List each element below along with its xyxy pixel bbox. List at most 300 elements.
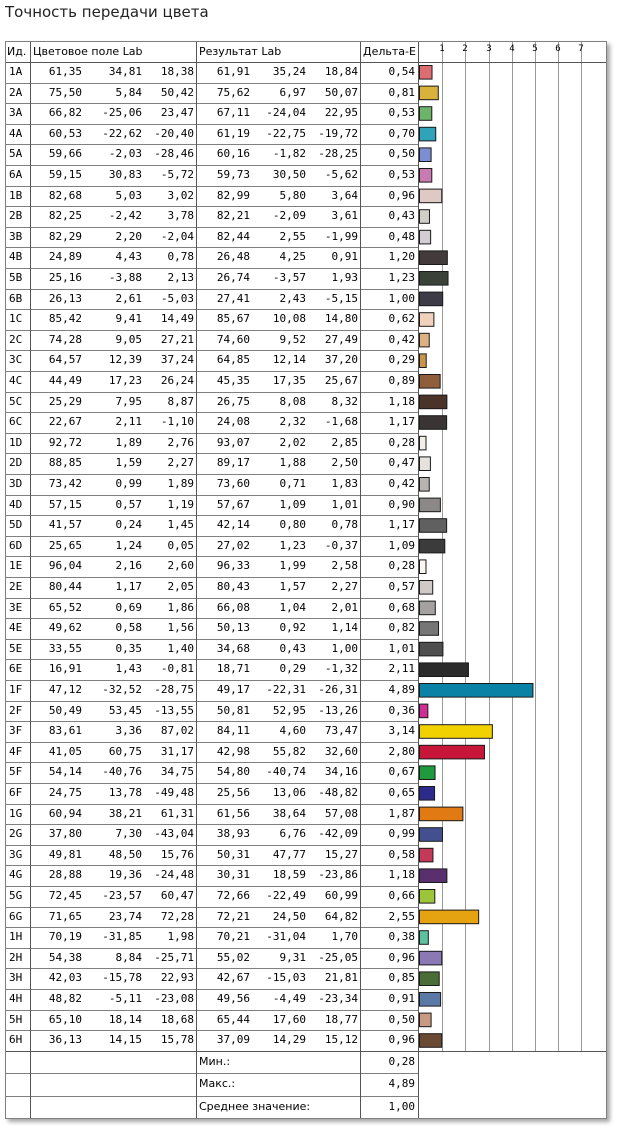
result-value: -26,31 bbox=[318, 683, 358, 696]
result-value: 2,50 bbox=[331, 456, 358, 470]
result-value: 30,31 bbox=[216, 868, 250, 882]
delta-e-value: 0,89 bbox=[388, 374, 415, 387]
lab-value: -25,06 bbox=[102, 106, 142, 120]
delta-e-value: 0,50 bbox=[388, 147, 415, 161]
lab-value: 54,14 bbox=[48, 765, 82, 779]
delta-e-value: 0,28 bbox=[388, 559, 415, 573]
row-id: 3C bbox=[9, 353, 23, 367]
delta-e-value: 1,09 bbox=[388, 538, 415, 552]
result-value: 66,08 bbox=[216, 600, 250, 614]
result-value: 37,09 bbox=[216, 1033, 250, 1047]
lab-value: 0,69 bbox=[115, 600, 142, 614]
bar-2D bbox=[420, 457, 431, 471]
delta-e-value: 0,99 bbox=[388, 827, 415, 841]
lab-value: 2,05 bbox=[167, 580, 194, 593]
lab-value: 80,44 bbox=[48, 580, 82, 593]
lab-value: 25,65 bbox=[48, 538, 82, 552]
row-id: 2C bbox=[9, 332, 23, 346]
result-value: 1,01 bbox=[331, 497, 358, 511]
result-value: -5,15 bbox=[324, 291, 358, 305]
result-value: 6,97 bbox=[279, 85, 306, 99]
result-value: 2,58 bbox=[331, 559, 358, 573]
result-value: 26,74 bbox=[216, 271, 250, 284]
lab-value: 9,41 bbox=[115, 312, 142, 326]
result-value: 27,02 bbox=[216, 538, 250, 552]
header-color-field: Цветовое поле Lab bbox=[33, 45, 143, 58]
result-value: -2,09 bbox=[272, 209, 306, 223]
result-value: 72,66 bbox=[216, 889, 250, 902]
result-value: -22,75 bbox=[266, 126, 306, 140]
lab-value: -2,03 bbox=[108, 147, 142, 161]
result-value: 3,61 bbox=[331, 209, 358, 223]
delta-e-value: 0,29 bbox=[388, 353, 415, 367]
result-value: 0,92 bbox=[279, 621, 306, 635]
row-id: 5B bbox=[9, 271, 23, 284]
row-id: 2E bbox=[9, 580, 23, 593]
lab-value: -5,72 bbox=[160, 168, 194, 181]
row-id: 4D bbox=[9, 497, 23, 511]
bar-3C bbox=[420, 354, 427, 368]
result-value: 4,25 bbox=[279, 250, 306, 264]
delta-e-value: 0,54 bbox=[388, 65, 415, 78]
lab-value: 60,94 bbox=[48, 806, 82, 820]
delta-e-value: 1,20 bbox=[388, 250, 415, 264]
delta-e-value: 0,70 bbox=[388, 126, 415, 140]
bar-1H bbox=[420, 931, 429, 945]
bar-4H bbox=[420, 993, 441, 1007]
lab-value: -2,42 bbox=[108, 209, 142, 223]
lab-value: 15,76 bbox=[160, 847, 194, 861]
lab-value: -25,71 bbox=[154, 950, 194, 964]
row-id: 3F bbox=[9, 724, 23, 738]
result-value: 2,85 bbox=[331, 435, 358, 449]
delta-e-value: 0,57 bbox=[388, 580, 415, 593]
lab-value: 8,84 bbox=[115, 950, 142, 964]
delta-e-value: 0,85 bbox=[388, 971, 415, 985]
result-value: 18,71 bbox=[216, 662, 250, 676]
result-value: 1,70 bbox=[331, 930, 358, 944]
lab-value: 1,17 bbox=[115, 580, 142, 593]
bar-1G bbox=[420, 807, 463, 821]
bar-2E bbox=[420, 581, 433, 595]
result-value: 82,44 bbox=[216, 229, 250, 243]
row-id: 4G bbox=[9, 868, 23, 882]
result-value: 0,91 bbox=[331, 250, 358, 264]
bar-5E bbox=[420, 642, 443, 656]
lab-value: 24,75 bbox=[48, 786, 82, 799]
bar-4F bbox=[420, 745, 485, 759]
result-value: 89,17 bbox=[216, 456, 250, 470]
lab-value: 60,53 bbox=[48, 126, 82, 140]
lab-value: 2,60 bbox=[167, 559, 194, 573]
lab-value: 42,03 bbox=[48, 971, 82, 985]
result-value: 30,50 bbox=[272, 168, 306, 181]
bar-6E bbox=[420, 663, 469, 677]
x-tick-label: 5 bbox=[532, 44, 538, 54]
lab-value: 23,74 bbox=[108, 909, 142, 923]
lab-value: 1,89 bbox=[115, 435, 142, 449]
result-value: 67,11 bbox=[216, 106, 250, 120]
lab-value: 83,61 bbox=[48, 724, 82, 738]
lab-value: -49,48 bbox=[154, 786, 194, 799]
result-value: -13,26 bbox=[318, 703, 358, 717]
lab-value: -1,10 bbox=[160, 415, 194, 429]
delta-e-report-table bbox=[5, 41, 607, 1119]
result-value: 25,67 bbox=[324, 374, 358, 387]
lab-value: 74,28 bbox=[48, 332, 82, 346]
result-value: 2,55 bbox=[279, 229, 306, 243]
lab-value: -2,04 bbox=[160, 229, 194, 243]
lab-value: 64,57 bbox=[48, 353, 82, 367]
lab-value: -24,48 bbox=[154, 868, 194, 882]
result-value: 1,04 bbox=[279, 600, 306, 614]
result-value: 13,06 bbox=[272, 786, 306, 799]
row-id: 6C bbox=[9, 415, 23, 429]
lab-value: 50,42 bbox=[160, 85, 194, 99]
row-id: 2A bbox=[9, 85, 23, 99]
bar-2A bbox=[420, 86, 439, 100]
lab-value: 49,62 bbox=[48, 621, 82, 635]
delta-e-value: 0,36 bbox=[388, 703, 415, 717]
x-tick-label: 1 bbox=[439, 44, 445, 54]
result-value: -0,37 bbox=[324, 538, 358, 552]
bar-3G bbox=[420, 848, 433, 862]
bar-4E bbox=[420, 622, 439, 636]
result-value: 73,60 bbox=[216, 477, 250, 490]
lab-value: 61,35 bbox=[48, 65, 82, 78]
bar-6G bbox=[420, 910, 479, 924]
lab-value: 18,14 bbox=[108, 1012, 142, 1026]
result-value: 8,08 bbox=[279, 394, 306, 408]
lab-value: 88,85 bbox=[48, 456, 82, 470]
row-id: 1A bbox=[9, 65, 23, 78]
lab-value: 16,91 bbox=[48, 662, 82, 676]
result-value: 38,93 bbox=[216, 827, 250, 841]
result-value: 54,80 bbox=[216, 765, 250, 779]
lab-value: 72,28 bbox=[160, 909, 194, 923]
delta-e-value: 1,18 bbox=[388, 394, 415, 408]
delta-e-value: 0,53 bbox=[388, 106, 415, 120]
summary-min-label: Мин.: bbox=[199, 1054, 231, 1068]
lab-value: 2,16 bbox=[115, 559, 142, 573]
delta-e-value: 0,96 bbox=[388, 950, 415, 964]
row-id: 1B bbox=[9, 188, 23, 202]
lab-value: 0,58 bbox=[115, 621, 142, 635]
result-value: 8,32 bbox=[331, 394, 358, 408]
row-id: 5G bbox=[9, 889, 23, 902]
lab-value: -0,81 bbox=[160, 662, 194, 676]
result-value: 1,99 bbox=[279, 559, 306, 573]
result-value: 75,62 bbox=[216, 85, 250, 99]
lab-value: 1,59 bbox=[115, 456, 142, 470]
row-id: 6D bbox=[9, 538, 23, 552]
x-tick-label: 3 bbox=[486, 44, 492, 54]
bar-4B bbox=[420, 251, 448, 265]
lab-value: 66,82 bbox=[48, 106, 82, 120]
result-value: 1,57 bbox=[279, 580, 306, 593]
summary-avg-value: 1,00 bbox=[388, 1099, 415, 1113]
lab-value: 1,19 bbox=[167, 497, 194, 511]
lab-value: -20,40 bbox=[154, 126, 194, 140]
result-value: 17,35 bbox=[272, 374, 306, 387]
bar-6C bbox=[420, 416, 447, 430]
row-id: 1G bbox=[9, 806, 23, 820]
result-value: -40,74 bbox=[266, 765, 306, 779]
lab-value: 25,29 bbox=[48, 394, 82, 408]
row-id: 5A bbox=[9, 147, 23, 161]
delta-e-value: 4,89 bbox=[388, 683, 415, 696]
result-value: 2,32 bbox=[279, 415, 306, 429]
lab-value: 70,19 bbox=[48, 930, 82, 944]
row-id: 5C bbox=[9, 394, 23, 408]
lab-value: 59,15 bbox=[48, 168, 82, 181]
bar-1B bbox=[420, 189, 442, 203]
bar-2G bbox=[420, 828, 443, 842]
row-id: 1F bbox=[9, 683, 23, 696]
lab-value: -5,03 bbox=[160, 291, 194, 305]
lab-value: 13,78 bbox=[108, 786, 142, 799]
lab-value: -15,78 bbox=[102, 971, 142, 985]
lab-value: 1,98 bbox=[167, 930, 194, 944]
result-value: 80,43 bbox=[216, 580, 250, 593]
row-id: 1E bbox=[9, 559, 23, 573]
result-value: -22,49 bbox=[266, 889, 306, 902]
delta-e-value: 0,96 bbox=[388, 1033, 415, 1047]
delta-e-value: 2,80 bbox=[388, 744, 415, 758]
delta-e-value: 0,42 bbox=[388, 332, 415, 346]
row-id: 4A bbox=[9, 126, 23, 140]
result-value: 1,23 bbox=[279, 538, 306, 552]
lab-value: 1,86 bbox=[167, 600, 194, 614]
lab-value: 26,24 bbox=[160, 374, 194, 387]
lab-value: 50,49 bbox=[48, 703, 82, 717]
result-value: 82,21 bbox=[216, 209, 250, 223]
delta-e-value: 0,96 bbox=[388, 188, 415, 202]
result-value: 82,99 bbox=[216, 188, 250, 202]
bar-2C bbox=[420, 333, 430, 347]
result-value: 50,81 bbox=[216, 703, 250, 717]
result-value: 14,29 bbox=[272, 1033, 306, 1047]
delta-e-value: 1,01 bbox=[388, 641, 415, 655]
bar-5H bbox=[420, 1013, 432, 1027]
lab-value: -13,55 bbox=[154, 703, 194, 717]
result-value: 1,93 bbox=[331, 271, 358, 284]
bar-4C bbox=[420, 375, 441, 389]
bar-6H bbox=[420, 1034, 442, 1048]
lab-value: 18,68 bbox=[160, 1012, 194, 1026]
delta-e-value: 3,14 bbox=[388, 724, 415, 738]
result-value: -15,03 bbox=[266, 971, 306, 985]
lab-value: 9,05 bbox=[115, 332, 142, 346]
result-value: 37,20 bbox=[324, 353, 358, 367]
result-value: -31,04 bbox=[266, 930, 306, 944]
result-value: 60,99 bbox=[324, 889, 358, 902]
result-value: 42,98 bbox=[216, 744, 250, 758]
row-id: 4C bbox=[9, 374, 23, 387]
result-value: 18,59 bbox=[272, 868, 306, 882]
lab-value: 0,78 bbox=[167, 250, 194, 264]
result-value: 2,43 bbox=[279, 291, 306, 305]
lab-value: 3,36 bbox=[115, 724, 142, 738]
bar-1A bbox=[420, 66, 433, 80]
lab-value: 37,80 bbox=[48, 827, 82, 841]
result-value: 50,13 bbox=[216, 621, 250, 635]
lab-value: 2,27 bbox=[167, 456, 194, 470]
lab-value: -28,75 bbox=[154, 683, 194, 696]
lab-value: 22,67 bbox=[48, 415, 82, 429]
lab-value: 48,82 bbox=[48, 992, 82, 1005]
lab-value: 65,10 bbox=[48, 1012, 82, 1026]
result-value: 64,85 bbox=[216, 353, 250, 367]
bar-5C bbox=[420, 395, 447, 409]
row-id: 6A bbox=[9, 168, 23, 181]
result-value: 35,24 bbox=[272, 65, 306, 78]
result-value: -1,68 bbox=[324, 415, 358, 429]
lab-value: 2,11 bbox=[115, 415, 142, 429]
result-value: -5,62 bbox=[324, 168, 358, 181]
result-value: 70,21 bbox=[216, 930, 250, 944]
row-id: 3D bbox=[9, 477, 23, 490]
lab-value: 14,15 bbox=[108, 1033, 142, 1047]
row-id: 5E bbox=[9, 641, 23, 655]
result-value: 22,95 bbox=[324, 106, 358, 120]
result-value: -1,82 bbox=[272, 147, 306, 161]
lab-value: 0,99 bbox=[115, 477, 142, 490]
delta-e-value: 0,91 bbox=[388, 992, 415, 1005]
result-value: 49,56 bbox=[216, 992, 250, 1005]
bar-2B bbox=[420, 210, 430, 224]
bar-5D bbox=[420, 519, 447, 533]
row-id: 2H bbox=[9, 950, 23, 964]
lab-value: 23,47 bbox=[160, 106, 194, 120]
result-value: -48,82 bbox=[318, 786, 358, 799]
result-value: 42,14 bbox=[216, 518, 250, 532]
delta-e-value: 0,81 bbox=[388, 85, 415, 99]
lab-value: 8,87 bbox=[167, 394, 194, 408]
lab-value: 5,03 bbox=[115, 188, 142, 202]
result-value: 15,12 bbox=[324, 1033, 358, 1047]
result-value: 1,09 bbox=[279, 497, 306, 511]
delta-e-value: 0,67 bbox=[388, 765, 415, 779]
lab-value: 87,02 bbox=[160, 724, 194, 738]
delta-e-value: 1,00 bbox=[388, 291, 415, 305]
delta-e-value: 0,47 bbox=[388, 456, 415, 470]
row-id: 3G bbox=[9, 847, 23, 861]
bar-6D bbox=[420, 539, 445, 553]
result-value: 84,11 bbox=[216, 724, 250, 738]
lab-value: 82,29 bbox=[48, 229, 82, 243]
row-id: 4B bbox=[9, 250, 23, 264]
result-value: -23,86 bbox=[318, 868, 358, 882]
bar-2F bbox=[420, 704, 428, 718]
result-value: 60,16 bbox=[216, 147, 250, 161]
delta-e-value: 0,43 bbox=[388, 209, 415, 223]
result-value: 0,80 bbox=[279, 518, 306, 532]
lab-value: 17,23 bbox=[108, 374, 142, 387]
result-value: 85,67 bbox=[216, 312, 250, 326]
result-value: 24,08 bbox=[216, 415, 250, 429]
delta-e-value: 0,38 bbox=[388, 930, 415, 944]
lab-value: 75,50 bbox=[48, 85, 82, 99]
result-value: 26,48 bbox=[216, 250, 250, 264]
lab-value: 28,88 bbox=[48, 868, 82, 882]
x-tick-label: 2 bbox=[462, 44, 468, 54]
lab-value: 22,93 bbox=[160, 971, 194, 985]
lab-value: 96,04 bbox=[48, 559, 82, 573]
result-value: 61,56 bbox=[216, 806, 250, 820]
lab-value: 1,89 bbox=[167, 477, 194, 490]
x-tick-label: 7 bbox=[578, 44, 584, 54]
row-id: 2F bbox=[9, 703, 23, 717]
row-id: 6G bbox=[9, 909, 23, 923]
lab-value: -23,57 bbox=[102, 889, 142, 902]
result-value: 55,82 bbox=[272, 744, 306, 758]
lab-value: 36,13 bbox=[48, 1033, 82, 1047]
lab-value: 61,31 bbox=[160, 806, 194, 820]
bar-5B bbox=[420, 272, 449, 286]
delta-e-value: 0,90 bbox=[388, 497, 415, 511]
row-id: 1D bbox=[9, 435, 23, 449]
result-value: -1,32 bbox=[324, 662, 358, 676]
result-value: 74,60 bbox=[216, 332, 250, 346]
lab-value: 1,45 bbox=[167, 518, 194, 532]
result-value: 4,60 bbox=[279, 724, 306, 738]
lab-value: -43,04 bbox=[154, 827, 194, 841]
row-id: 4E bbox=[9, 621, 23, 635]
lab-value: 57,15 bbox=[48, 497, 82, 511]
lab-value: 73,42 bbox=[48, 477, 82, 490]
lab-value: 0,35 bbox=[115, 641, 142, 655]
lab-value: -5,11 bbox=[108, 992, 142, 1005]
result-value: -25,05 bbox=[318, 950, 358, 964]
row-id: 5F bbox=[9, 765, 23, 779]
lab-value: 34,81 bbox=[108, 65, 142, 78]
delta-e-value: 0,65 bbox=[388, 786, 415, 799]
lab-value: 47,12 bbox=[48, 683, 82, 696]
result-value: 1,88 bbox=[279, 456, 306, 470]
x-tick-label: 6 bbox=[555, 44, 561, 54]
delta-e-value: 0,62 bbox=[388, 312, 415, 326]
delta-e-value: 0,42 bbox=[388, 477, 415, 490]
bar-4G bbox=[420, 869, 447, 883]
delta-e-value: 0,82 bbox=[388, 621, 415, 635]
lab-value: 1,24 bbox=[115, 538, 142, 552]
row-id: 6H bbox=[9, 1033, 23, 1047]
bar-4A bbox=[420, 127, 436, 141]
lab-value: 7,95 bbox=[115, 394, 142, 408]
bar-4D bbox=[420, 498, 441, 512]
result-value: 1,83 bbox=[331, 477, 358, 490]
delta-e-value: 0,50 bbox=[388, 1012, 415, 1026]
header-id: Ид. bbox=[7, 45, 27, 58]
result-value: 42,67 bbox=[216, 971, 250, 985]
result-value: 50,07 bbox=[324, 85, 358, 99]
page-title: Точность передачи цвета bbox=[5, 3, 209, 21]
lab-value: 31,17 bbox=[160, 744, 194, 758]
bar-2H bbox=[420, 951, 442, 965]
result-value: 18,84 bbox=[324, 65, 358, 78]
result-value: 64,82 bbox=[324, 909, 358, 923]
result-value: -42,09 bbox=[318, 827, 358, 841]
lab-value: 15,78 bbox=[160, 1033, 194, 1047]
row-id: 4F bbox=[9, 744, 23, 758]
result-value: 65,44 bbox=[216, 1012, 250, 1026]
result-value: 57,67 bbox=[216, 497, 250, 511]
row-id: 3A bbox=[9, 106, 23, 120]
result-value: 0,43 bbox=[279, 641, 306, 655]
row-id: 4H bbox=[9, 992, 23, 1005]
result-value: -22,31 bbox=[266, 683, 306, 696]
